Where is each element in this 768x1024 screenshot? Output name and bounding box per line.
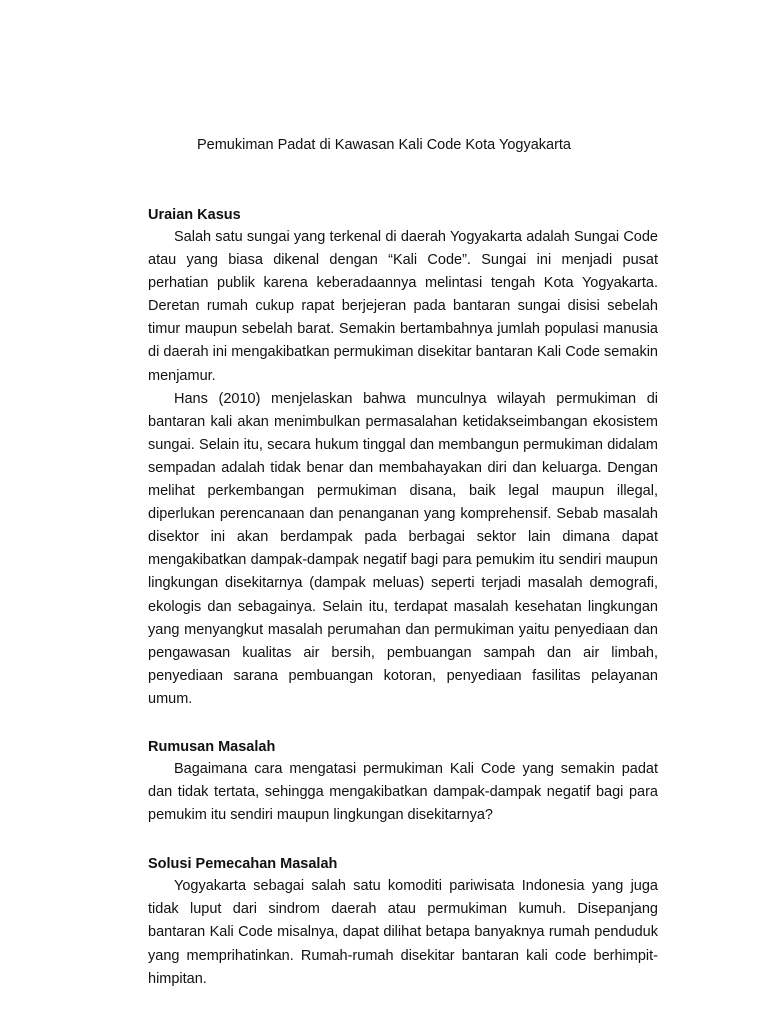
document-title: Pemukiman Padat di Kawasan Kali Code Kota Yogyakarta bbox=[196, 137, 571, 153]
section-heading: Rumusan Masalah bbox=[148, 738, 276, 755]
paragraph: Hans (2010) menjelaskan bahwa munculnya wilayah permukiman di bantaran kali akan menimbulkan permasalahan ketidakseimbangan ekosistem sungai. Selain itu, secara hukum tinggal dan membangun permukiman didalam sempadan adalah tidak benar dan membahayakan diri dan keluarga. Dengan melihat perkembangan permukiman disana, baik legal maupun illegal, diperlukan perencanaan dan penanganan yang komprehensif. Sebab masalah disektor ini akan berdampak pada berbagai sektor lain dimana dapat mengakibatkan dampak-dampak negatif bagi para pemukim itu sendiri maupun lingkungan disekitarnya (dampak meluas) seperti terjadi masalah demografi, ekologis dan sebagainya. Selain itu, terdapat masalah kesehatan lingkungan yang menyangkut masalah perumahan dan permukiman yaitu penyediaan dan pengawasan kualitas air bersih, pembuangan sampah dan air limbah, penyediaan sarana pembuangan kotoran, penyediaan fasilitas pelayanan umum. bbox=[148, 390, 658, 707]
section-rumusan-masalah bbox=[148, 736, 658, 827]
document-body bbox=[148, 204, 658, 991]
section-spacer bbox=[148, 711, 658, 736]
section-spacer bbox=[148, 827, 658, 853]
paragraph: Salah satu sungai yang terkenal di daerah Yogyakarta adalah Sungai Code atau yang biasa dikenal dengan “Kali Code”. Sungai ini menjadi pusat perhatian publik karena keberadaannya melintasi tengah Kota Yogyakarta. Deretan rumah cukup rapat berjejeran pada bantaran sungai disisi sebelah timur maupun sebelah barat. Semakin bertambahnya jumlah populasi manusia di daerah ini mengakibatkan permukiman disekitar bantaran Kali Code semakin menjamur. bbox=[148, 229, 658, 384]
section-heading: Solusi Pemecahan Masalah bbox=[148, 856, 338, 873]
paragraph: Yogyakarta sebagai salah satu komoditi pariwisata Indonesia yang juga tidak luput dari sindrom daerah atau permukiman kumuh. Disepanjang bantaran Kali Code misalnya, dapat dilihat betapa banyaknya rumah penduduk yang memprihatinkan. Rumah-rumah disekitar bantaran kali code berhimpit-himpitan. bbox=[148, 878, 658, 987]
section-uraian-kasus bbox=[148, 204, 658, 711]
paragraph: Bagaimana cara mengatasi permukiman Kali Code yang semakin padat dan tidak tertata, sehingga mengakibatkan dampak-dampak negatif bagi para pemukim itu sendiri maupun lingkungan disekitarnya? bbox=[148, 760, 658, 824]
section-solusi-pemecahan-masalah bbox=[148, 853, 658, 990]
section-heading: Uraian Kasus bbox=[148, 207, 241, 223]
